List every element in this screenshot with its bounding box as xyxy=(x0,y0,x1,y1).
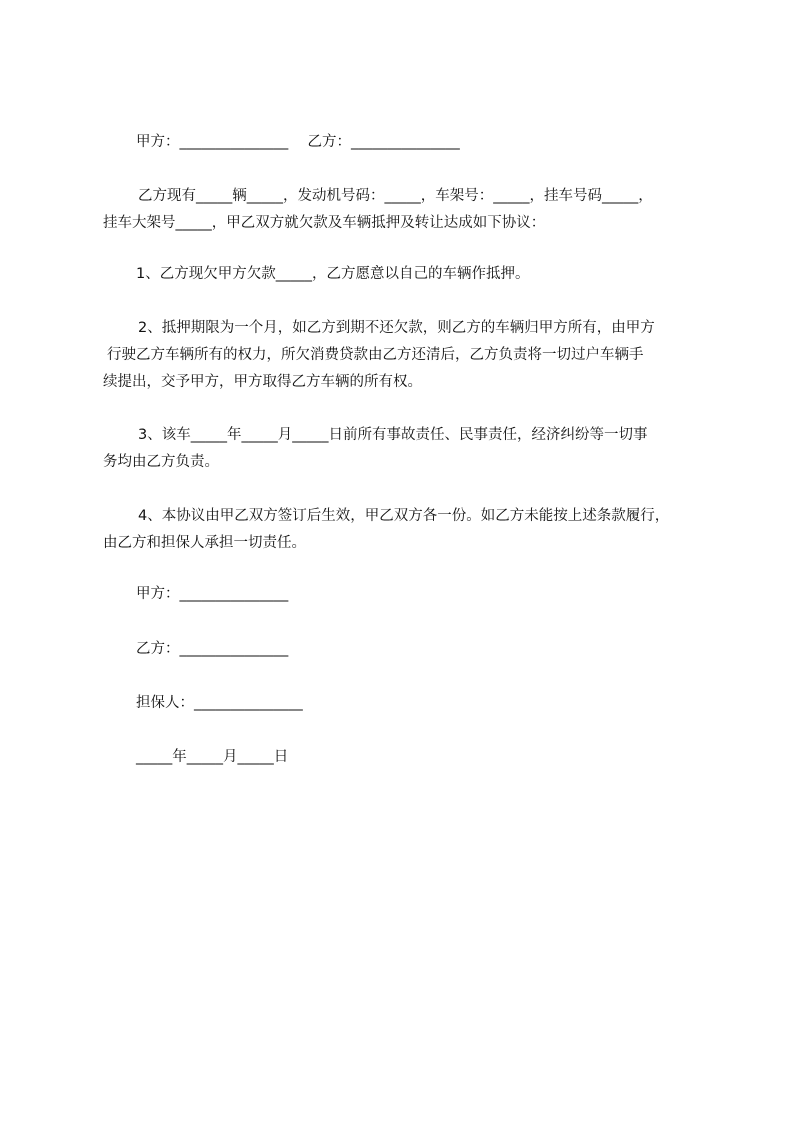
intro-line-2: 挂车大架号_____，甲乙双方就欠款及车辆抵押及转让达成如下协议： xyxy=(103,215,546,231)
clause-4-line-2: 由乙方和担保人承担一切责任。 xyxy=(103,535,306,551)
clause-1-line-1: 1、乙方现欠甲方欠款_____，乙方愿意以自己的车辆作抵押。 xyxy=(136,266,530,282)
clause-3-line-1: 3、该车_____年_____月_____日前所有事故责任、民事责任，经济纠纷等一切事 xyxy=(138,427,648,443)
signature-date: _____年_____月_____日 xyxy=(136,749,289,765)
clause-2-line-3: 续提出，交予甲方，甲方取得乙方车辆的所有权。 xyxy=(103,374,422,390)
clause-3-line-2: 务均由乙方负责。 xyxy=(103,454,219,470)
signature-party-a: 甲方：_______________ xyxy=(136,586,289,602)
header-party-b: 乙方：_______________ xyxy=(307,134,460,150)
signature-party-b: 乙方：_______________ xyxy=(136,641,289,657)
intro-line-1: 乙方现有_____辆_____，发动机号码：_____，车架号：_____，挂车号码_____， xyxy=(138,188,653,204)
header-parties xyxy=(136,128,756,156)
clause-2-line-2: 行驶乙方车辆所有的权力，所欠消费贷款由乙方还清后，乙方负责将一切过户车辆手 xyxy=(107,347,644,363)
clause-4-line-1: 4、本协议由甲乙双方签订后生效，甲乙双方各一份。如乙方未能按上述条款履行， xyxy=(138,508,670,524)
signature-guarantor: 担保人：_______________ xyxy=(136,695,303,711)
clause-2-line-1: 2、抵押期限为一个月，如乙方到期不还欠款，则乙方的车辆归甲方所有，由甲方 xyxy=(138,320,655,336)
header-party-a: 甲方：_______________ xyxy=(136,134,289,150)
